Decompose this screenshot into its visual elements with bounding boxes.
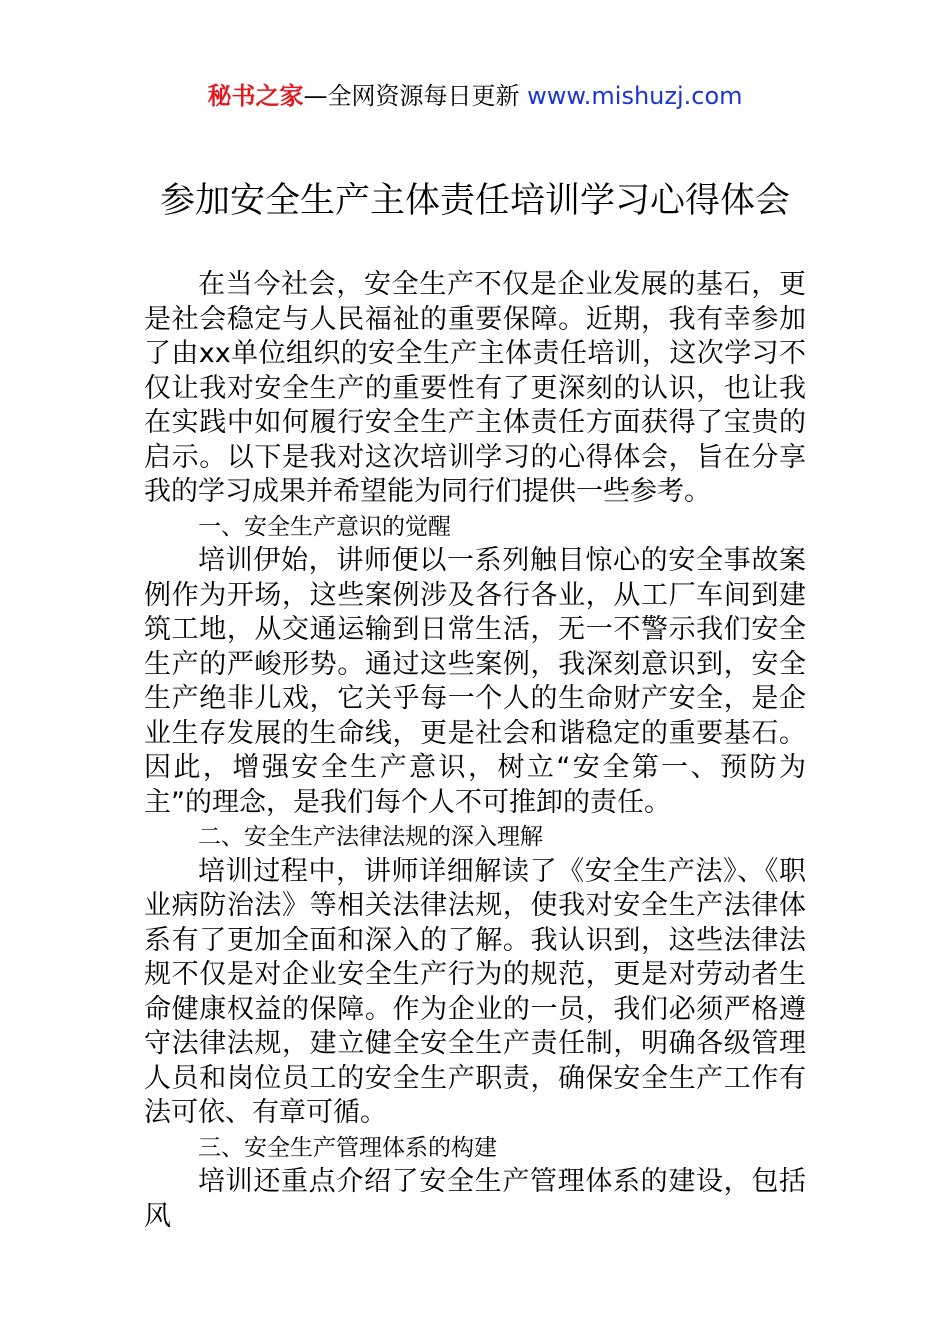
site-url-link[interactable]: www.mishuzj.com [527,82,743,110]
site-slogan: —全网资源每日更新 [303,82,528,110]
document-title: 参加安全生产主体责任培训学习心得体会 [159,181,790,221]
intro-paragraph: 在当今社会，安全生产不仅是企业发展的基石，更是社会稳定与人民福祉的重要保障。近期，我有幸参加了由xx单位组织的安全生产主体责任培训，这次学习不仅让我对安全生产的重要性有了更深刻的认识，也让我在实践中如何履行安全生产主体责任方面获得了宝贵的启示。以下是我对这次培训学习的心得体会，旨在分享我的学习成果并希望能为同行们提供一些参考。 [144,269,806,507]
site-header [0,80,950,112]
section-heading-2: 二、安全生产法律法规的深入理解 [198,824,543,850]
document-body [144,268,806,1234]
section-heading-1: 一、安全生产意识的觉醒 [198,513,451,540]
brand-name: 秘书之家 [207,82,304,110]
section-paragraph-2: 培训过程中，讲师详细解读了《安全生产法》、《职业病防治法》等相关法律法规，使我对安全生产法律体系有了更加全面和深入的了解。我认识到，这些法律法规不仅是对企业安全生产行为的规范，更是对劳动者生命健康权益的保障。作为企业的一员，我们必须严格遵守法律法规，建立健全安全生产责任制，明确各级管理人员和岗位员工的安全生产职责，确保安全生产工作有法可依、有章可循。 [144,855,806,1128]
section-paragraph-1: 培训伊始，讲师便以一系列触目惊心的安全事故案例作为开场，这些案例涉及各行各业，从工厂车间到建筑工地，从交通运输到日常生活，无一不警示我们安全生产的严峻形势。通过这些案例，我深刻意识到，安全生产绝非儿戏，它关乎每一个人的生命财产安全，是企业生存发展的生命线，更是社会和谐稳定的重要基石。因此，增强安全生产意识，树立“安全第一、预防为主”的理念，是我们每个人不可推卸的责任。 [144,545,806,818]
section-heading-3: 三、安全生产管理体系的构建 [198,1134,497,1161]
section-paragraph-3: 培训还重点介绍了安全生产管理体系的建设，包括风 [144,1166,806,1232]
